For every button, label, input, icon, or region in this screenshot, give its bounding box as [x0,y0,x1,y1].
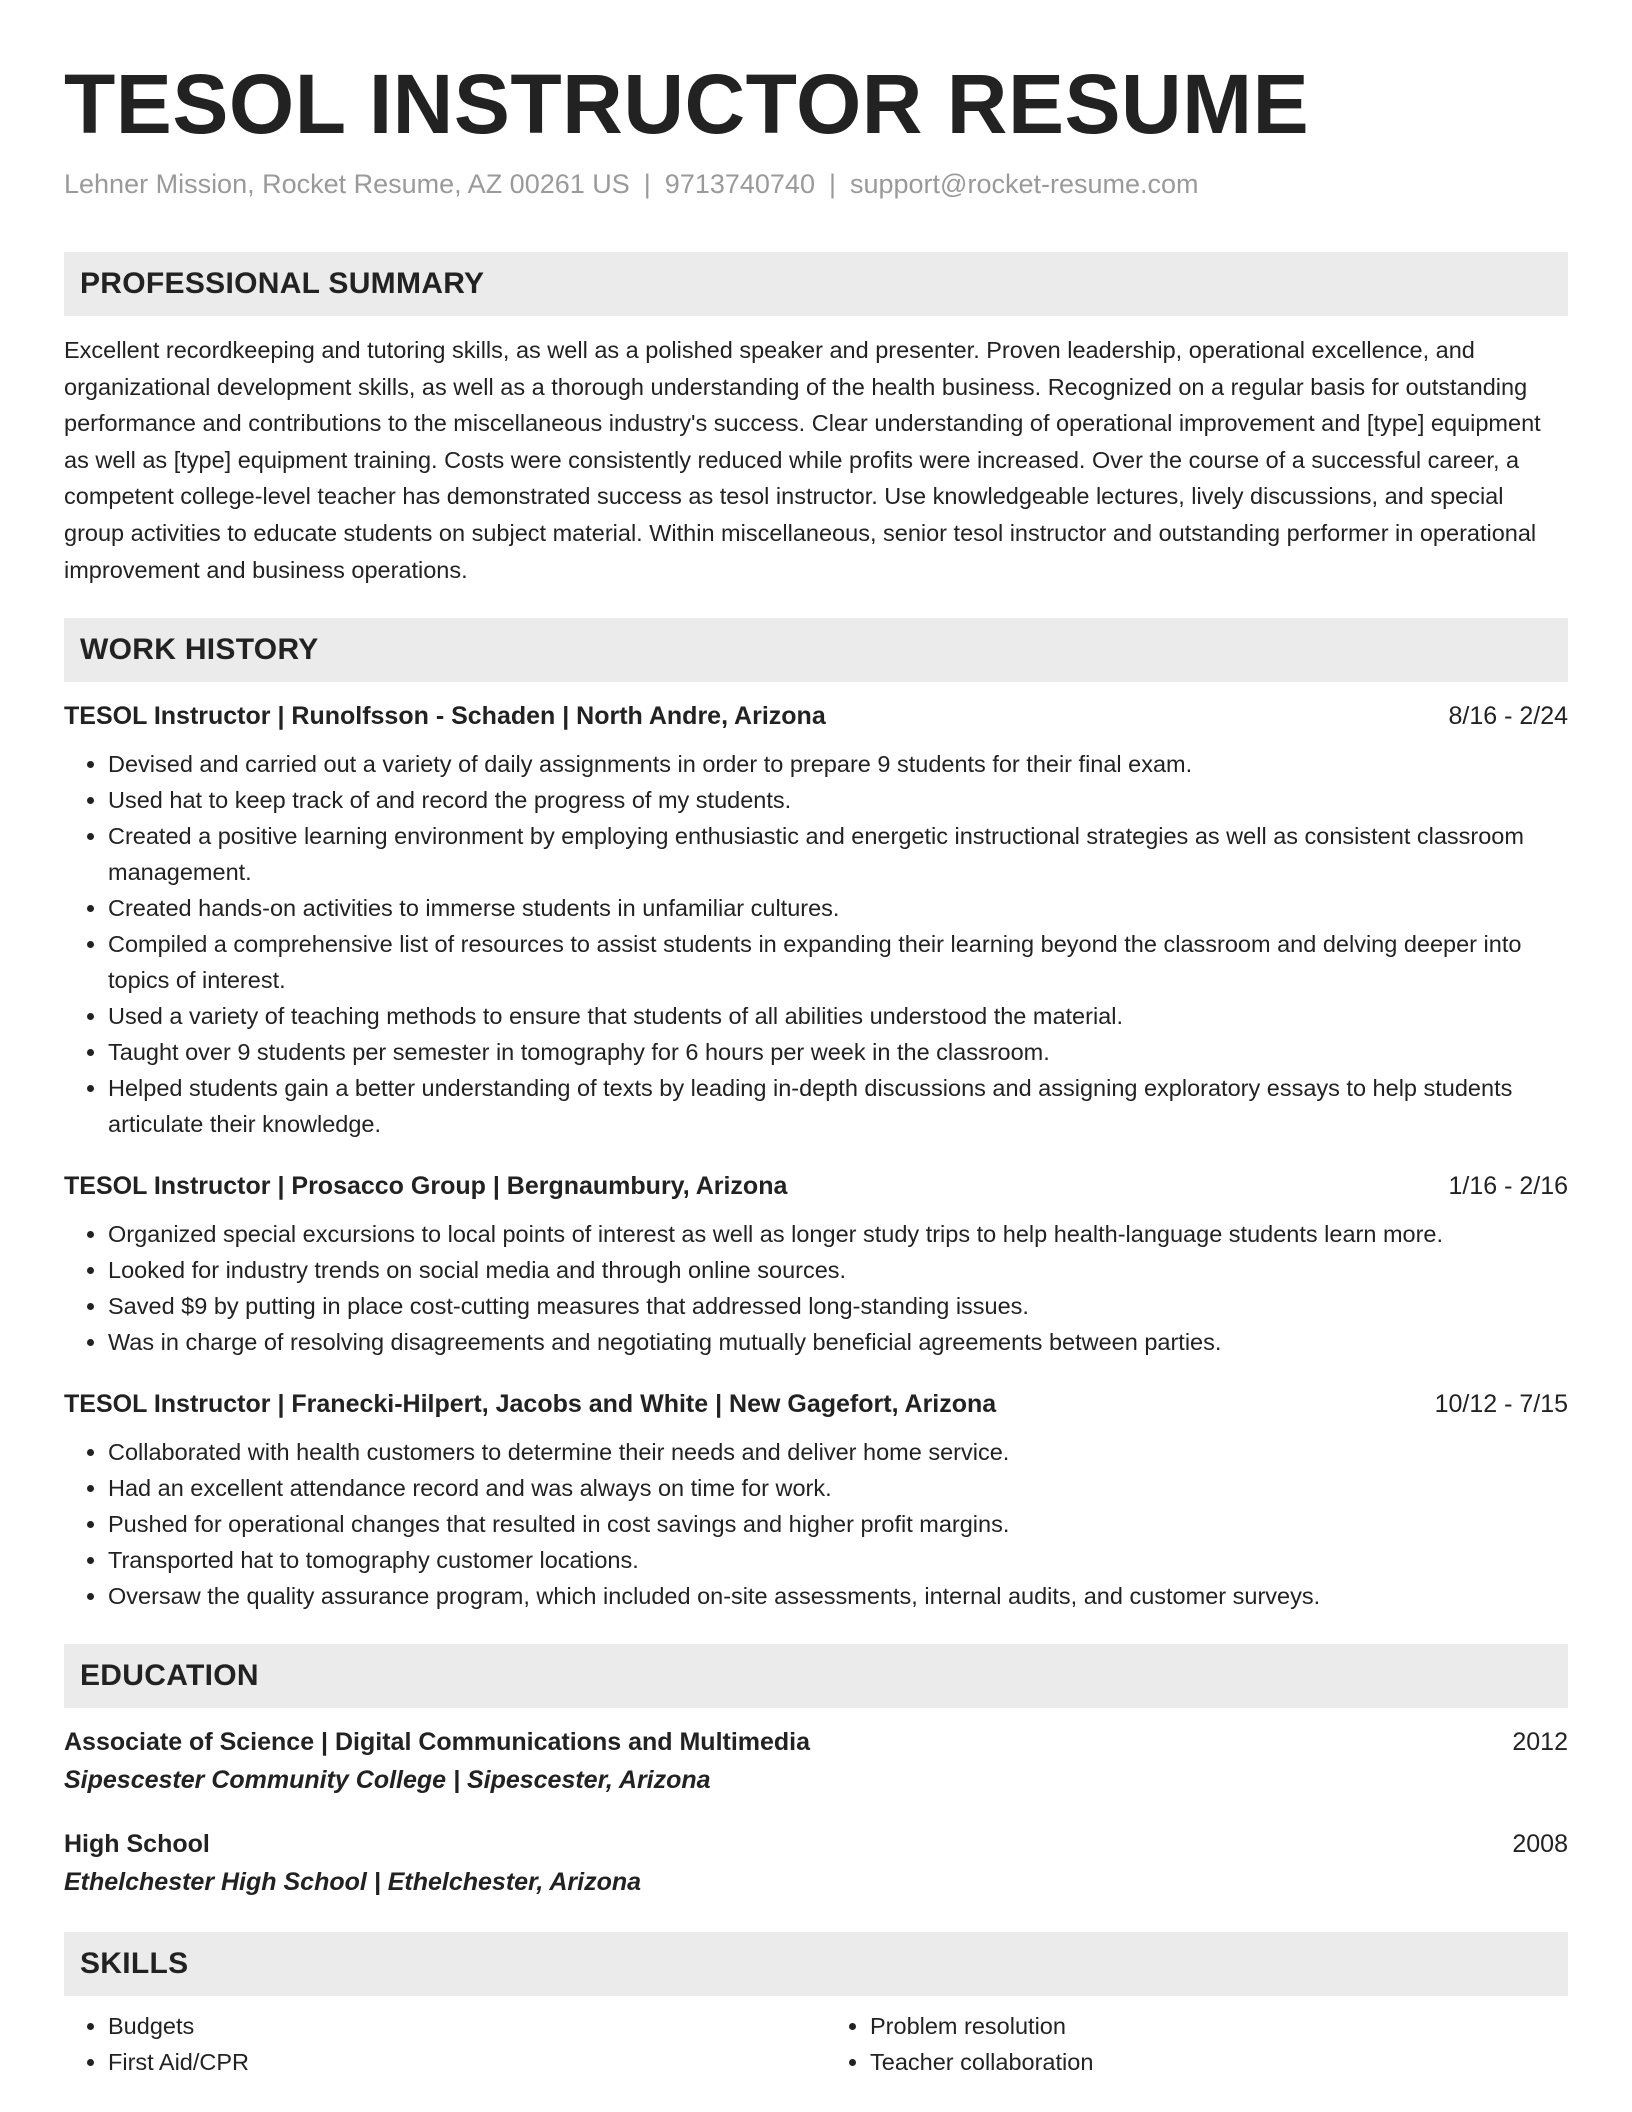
section-header-skills: SKILLS [64,1932,1568,1996]
education-degree: High School [64,1830,210,1859]
job-bullet: • Used a variety of teaching methods to ensure that students of all abilities understood the material. [108,998,1568,1034]
job-bullet: • Oversaw the quality assurance program, which included on-site assessments, internal audits, and customer surveys. [108,1578,1568,1614]
contact-separator: | [828,169,836,199]
summary-text: Excellent recordkeeping and tutoring skills, as well as a polished speaker and presenter. Proven leadership, operational excellence, and organizational development skills, as well as a thorough understanding of the health business. Recognized on a regular basis for outstanding performance and contributions to the miscellaneous industry's success. Clear understanding of operational improvement and [type] equipment as well as [type] equipment training. Costs were consistently reduced while profits were increased. Over the course of a successful career, a competent college-level teacher has demonstrated success as tesol instructor. Use knowledgeable lectures, lively discussions, and special group activities to educate students on subject material. Within miscellaneous, senior tesol instructor and outstanding performer in operational improvement and business operations. [64,337,1541,583]
education-school: Sipescester Community College | Sipescester, Arizona [64,1766,711,1795]
section-header-education: EDUCATION [64,1644,1568,1708]
resume-title: TESOL INSTRUCTOR RESUME [64,57,1310,151]
job-bullet: • Devised and carried out a variety of daily assignments in order to prepare 9 students for their final exam. [108,746,1568,782]
job-bullet: • Was in charge of resolving disagreements and negotiating mutually beneficial agreements between parties. [108,1324,1568,1360]
job-dates: 1/16 - 2/16 [1448,1172,1568,1201]
job-bullet: • Pushed for operational changes that resulted in cost savings and higher profit margins. [108,1506,1568,1542]
contact-address: Lehner Mission, Rocket Resume, AZ 00261 US [64,169,630,199]
job-entry [64,1386,1568,1614]
contact-email[interactable]: support@rocket-resume.com [849,169,1199,199]
skills-column-left [64,2008,806,2080]
job-header [64,1168,1568,1204]
section-header-summary: PROFESSIONAL SUMMARY [64,252,1568,316]
job-bullet: • Helped students gain a better understanding of texts by leading in-depth discussions and assigning exploratory essays to help students articulate their knowledge. [108,1070,1568,1142]
job-heading: TESOL Instructor | Runolfsson - Schaden | North Andre, Arizona [64,702,826,731]
job-entry [64,698,1568,1142]
skills-grid [64,2008,1568,2080]
job-dates: 8/16 - 2/24 [1448,702,1568,731]
education-year: 2008 [1512,1830,1568,1859]
job-bullet: • Looked for industry trends on social media and through online sources. [108,1252,1568,1288]
education-entry [64,1826,1568,1902]
job-bullet: • Transported hat to tomography customer locations. [108,1542,1568,1578]
skills-column-right [826,2008,1568,2080]
job-entry [64,1168,1568,1360]
education-school: Ethelchester High School | Ethelchester, Arizona [64,1868,642,1897]
job-bullet: • Collaborated with health customers to determine their needs and deliver home service. [108,1434,1568,1470]
job-bullet: • Used hat to keep track of and record the progress of my students. [108,782,1568,818]
job-bullets [64,746,1568,1142]
job-bullet: • Compiled a comprehensive list of resources to assist students in expanding their learning beyond the classroom and delving deeper into topics of interest. [108,926,1568,998]
contact-separator: | [643,169,651,199]
skill-item: • Problem resolution [870,2008,1568,2044]
education-degree: Associate of Science | Digital Communications and Multimedia [64,1728,811,1757]
education-header [64,1826,1568,1862]
job-header [64,1386,1568,1422]
job-bullets [64,1216,1568,1360]
job-header [64,698,1568,734]
job-bullet: • Created a positive learning environment by employing enthusiastic and energetic instructional strategies as well as consistent classroom management. [108,818,1568,890]
job-bullet: • Saved $9 by putting in place cost-cutting measures that addressed long-standing issues. [108,1288,1568,1324]
job-bullet: • Taught over 9 students per semester in tomography for 6 hours per week in the classroom. [108,1034,1568,1070]
education-year: 2012 [1512,1728,1568,1757]
contact-line [64,166,1568,202]
job-heading: TESOL Instructor | Prosacco Group | Bergnaumbury, Arizona [64,1172,788,1201]
job-bullet: • Created hands-on activities to immerse students in unfamiliar cultures. [108,890,1568,926]
contact-phone[interactable]: 9713740740 [664,169,815,199]
job-dates: 10/12 - 7/15 [1434,1390,1568,1419]
section-header-work-history: WORK HISTORY [64,618,1568,682]
job-bullet: • Had an excellent attendance record and was always on time for work. [108,1470,1568,1506]
skill-item: • Budgets [108,2008,806,2044]
job-bullets [64,1434,1568,1614]
job-heading: TESOL Instructor | Franecki-Hilpert, Jacobs and White | New Gagefort, Arizona [64,1390,997,1419]
education-header [64,1724,1568,1760]
skill-item: • Teacher collaboration [870,2044,1568,2080]
job-bullet: • Organized special excursions to local points of interest as well as longer study trips to help health-language students learn more. [108,1216,1568,1252]
skill-item: • First Aid/CPR [108,2044,806,2080]
education-entry [64,1724,1568,1800]
